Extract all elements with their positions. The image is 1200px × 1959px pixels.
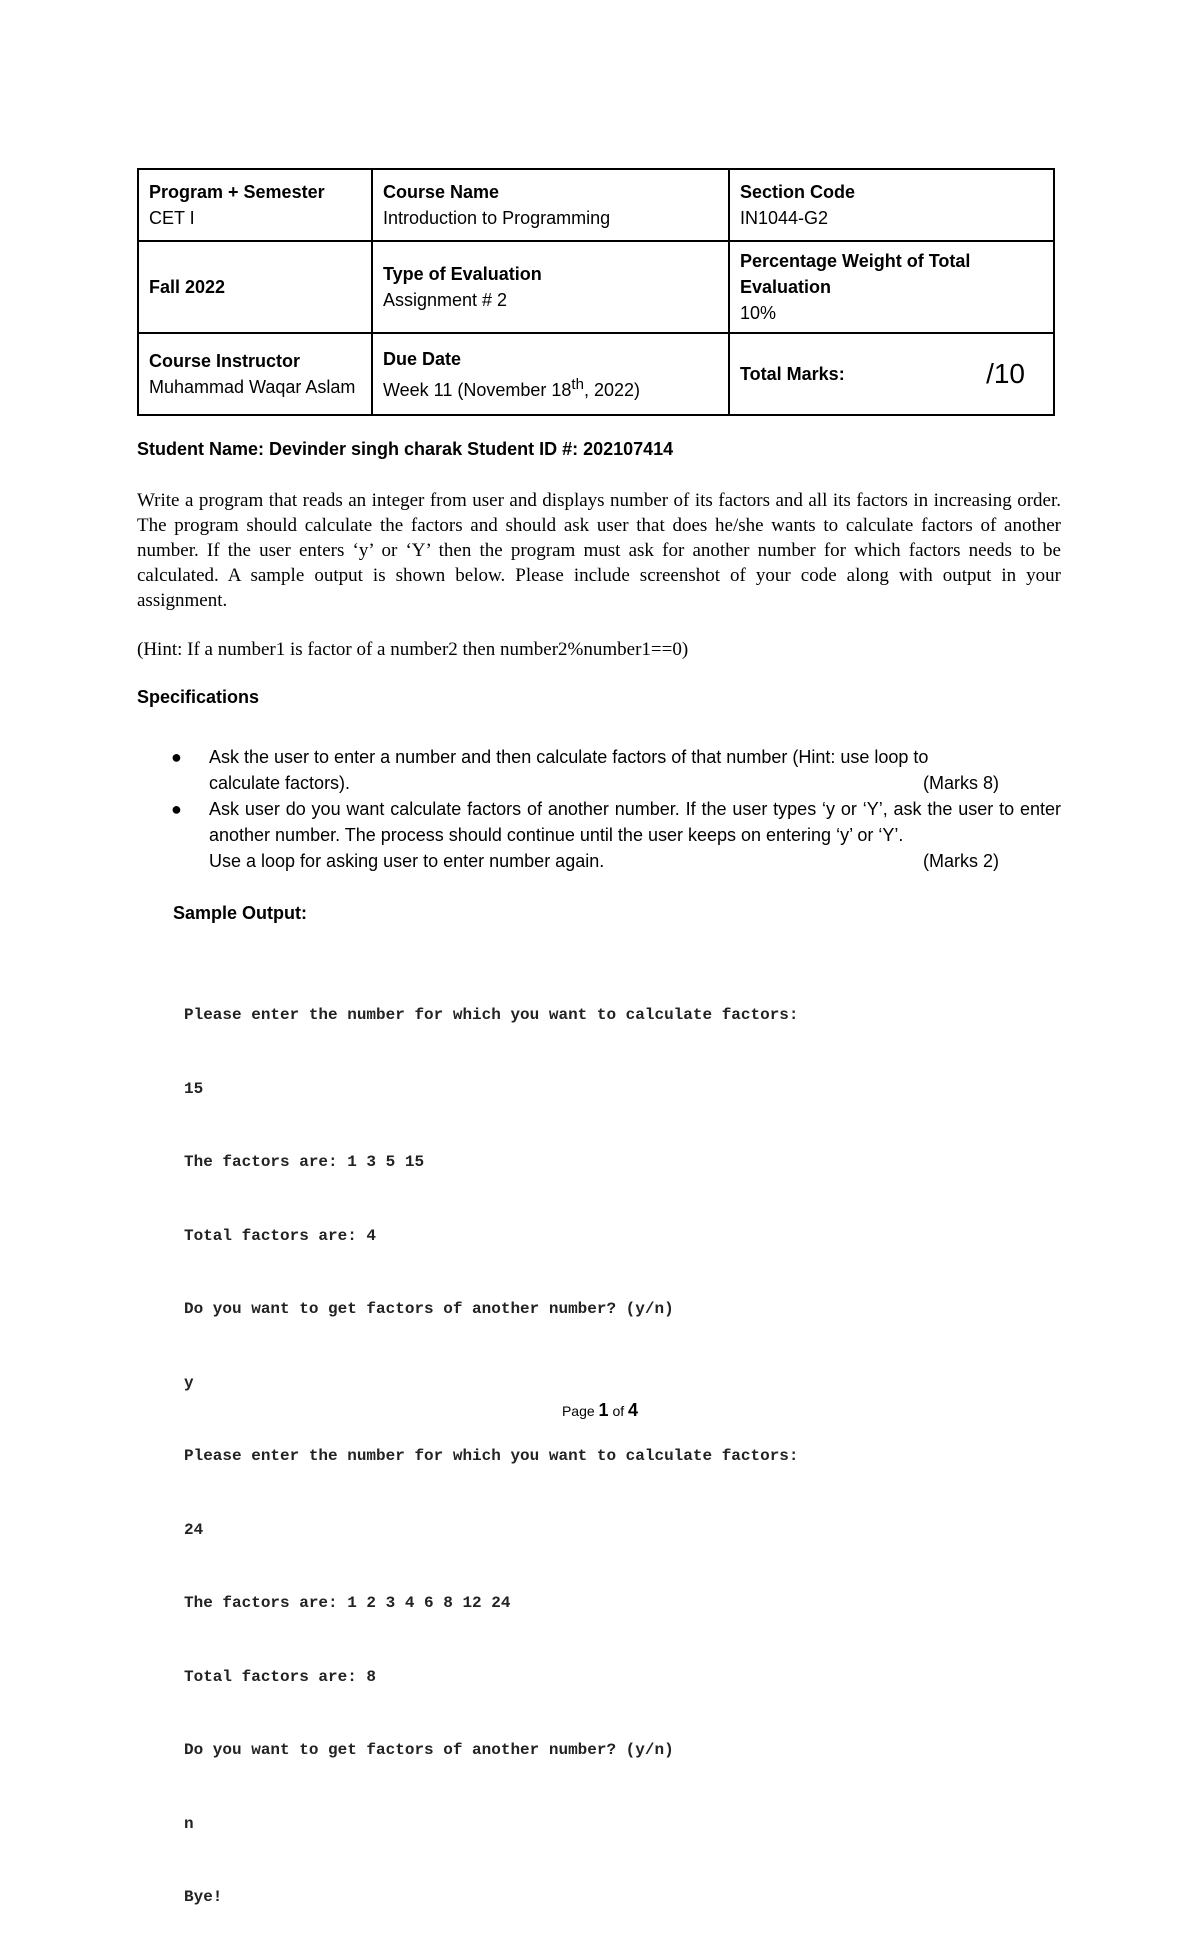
console-line: y: [184, 1373, 194, 1392]
assignment-instructions: Write a program that reads an integer from user and displays number of its factors and all its factors in increasing order. The program should calculate the factors and should ask user that does he/she wants to calculate factors of another number. If the user enters ‘y’ or ‘Y’ then the program must ask for another number for which factors needs to be calculated. A sample output is shown below. Please include screenshot of your code along with output in your assignment.: [137, 490, 1061, 611]
term-value: Fall 2022: [149, 277, 226, 297]
total-marks-cell: [729, 333, 1054, 415]
console-line: Bye!: [184, 1888, 223, 1906]
course-info-table: [137, 168, 1055, 416]
console-line: Please enter the number for which you want to calculate factors:: [184, 1447, 799, 1465]
due-date-label: Due Date: [383, 348, 462, 369]
console-line: Total factors are: 8: [184, 1667, 377, 1686]
program-semester-label: Program + Semester: [149, 182, 325, 202]
section-code-value: IN1044-G2: [740, 208, 829, 228]
spec-item-2: [137, 796, 1061, 874]
weight-cell: [729, 241, 1054, 333]
sample-output-console: [184, 954, 799, 1959]
console-line: n: [184, 1814, 194, 1833]
evaluation-type-label: Type of Evaluation: [383, 264, 542, 284]
sample-output-heading: Sample Output:: [173, 903, 307, 923]
spec-item-1-last-line: calculate factors).: [209, 773, 351, 793]
due-date-cell: [372, 333, 729, 415]
spec-item-2-last-line: Use a loop for asking user to enter number again.: [209, 851, 605, 871]
instructor-cell: [138, 333, 372, 415]
spec-item-1-text: Ask the user to enter a number and then calculate factors of that number (Hint: use loop to: [209, 747, 929, 767]
specifications-heading: Specifications: [137, 687, 260, 707]
weight-value: 10%: [740, 303, 777, 323]
console-line: 15: [184, 1079, 204, 1098]
hint-text: (Hint: If a number1 is factor of a number2 then number2%number1==0): [137, 639, 689, 660]
total-marks-label: Total Marks:: [740, 364, 845, 384]
due-date-value: [383, 372, 718, 403]
footer-of-word: of: [612, 1403, 625, 1419]
evaluation-type-value: Assignment # 2: [383, 290, 508, 310]
instructor-value: Muhammad Waqar Aslam: [149, 377, 356, 397]
console-line: The factors are: 1 2 3 4 6 8 12 24: [184, 1594, 511, 1612]
due-date-suffix-sup: th: [571, 375, 584, 393]
instructor-label: Course Instructor: [149, 351, 301, 371]
specifications-list: [137, 744, 1061, 874]
bullet-icon: ●: [171, 747, 182, 767]
footer-page-word: Page: [561, 1403, 595, 1419]
spec-item-1: [137, 744, 1061, 796]
due-date-prefix: Week 11 (November 18: [383, 379, 572, 400]
spec-item-2-text: Ask user do you want calculate factors of another number. If the user types ‘y or ‘Y’, ask the user to enter another number. The process should continue until the user keeps on entering ‘y’ or ‘Y’.: [209, 799, 1061, 845]
console-line: Do you want to get factors of another number? (y/n): [184, 1300, 674, 1318]
due-date-suffix: , 2022): [583, 379, 640, 400]
course-name-label: Course Name: [383, 182, 500, 202]
console-line: The factors are: 1 3 5 15: [184, 1153, 425, 1171]
total-marks-value: /10: [986, 358, 1025, 389]
page-footer: [0, 1400, 1200, 1421]
spec-item-1-marks: (Marks 8): [923, 773, 999, 793]
bullet-icon: ●: [171, 799, 182, 819]
console-line: 24: [184, 1520, 204, 1539]
term-cell: [138, 241, 372, 333]
console-line: Please enter the number for which you want to calculate factors:: [184, 1006, 799, 1024]
console-line: Do you want to get factors of another number? (y/n): [184, 1741, 674, 1759]
footer-current-page: 1: [598, 1400, 609, 1420]
program-semester-cell: [138, 169, 372, 241]
weight-label: Percentage Weight of Total Evaluation: [740, 251, 971, 297]
section-code-cell: [729, 169, 1054, 241]
section-code-label: Section Code: [740, 182, 856, 202]
console-line: Total factors are: 4: [184, 1226, 377, 1245]
evaluation-type-cell: [372, 241, 729, 333]
student-info-line: Student Name: Devinder singh charak Student ID #: 202107414: [137, 439, 674, 459]
course-name-value: Introduction to Programming: [383, 208, 611, 228]
course-name-cell: [372, 169, 729, 241]
footer-total-pages: 4: [628, 1400, 639, 1420]
spec-item-2-marks: (Marks 2): [923, 851, 999, 871]
program-semester-value: CET I: [149, 208, 195, 228]
